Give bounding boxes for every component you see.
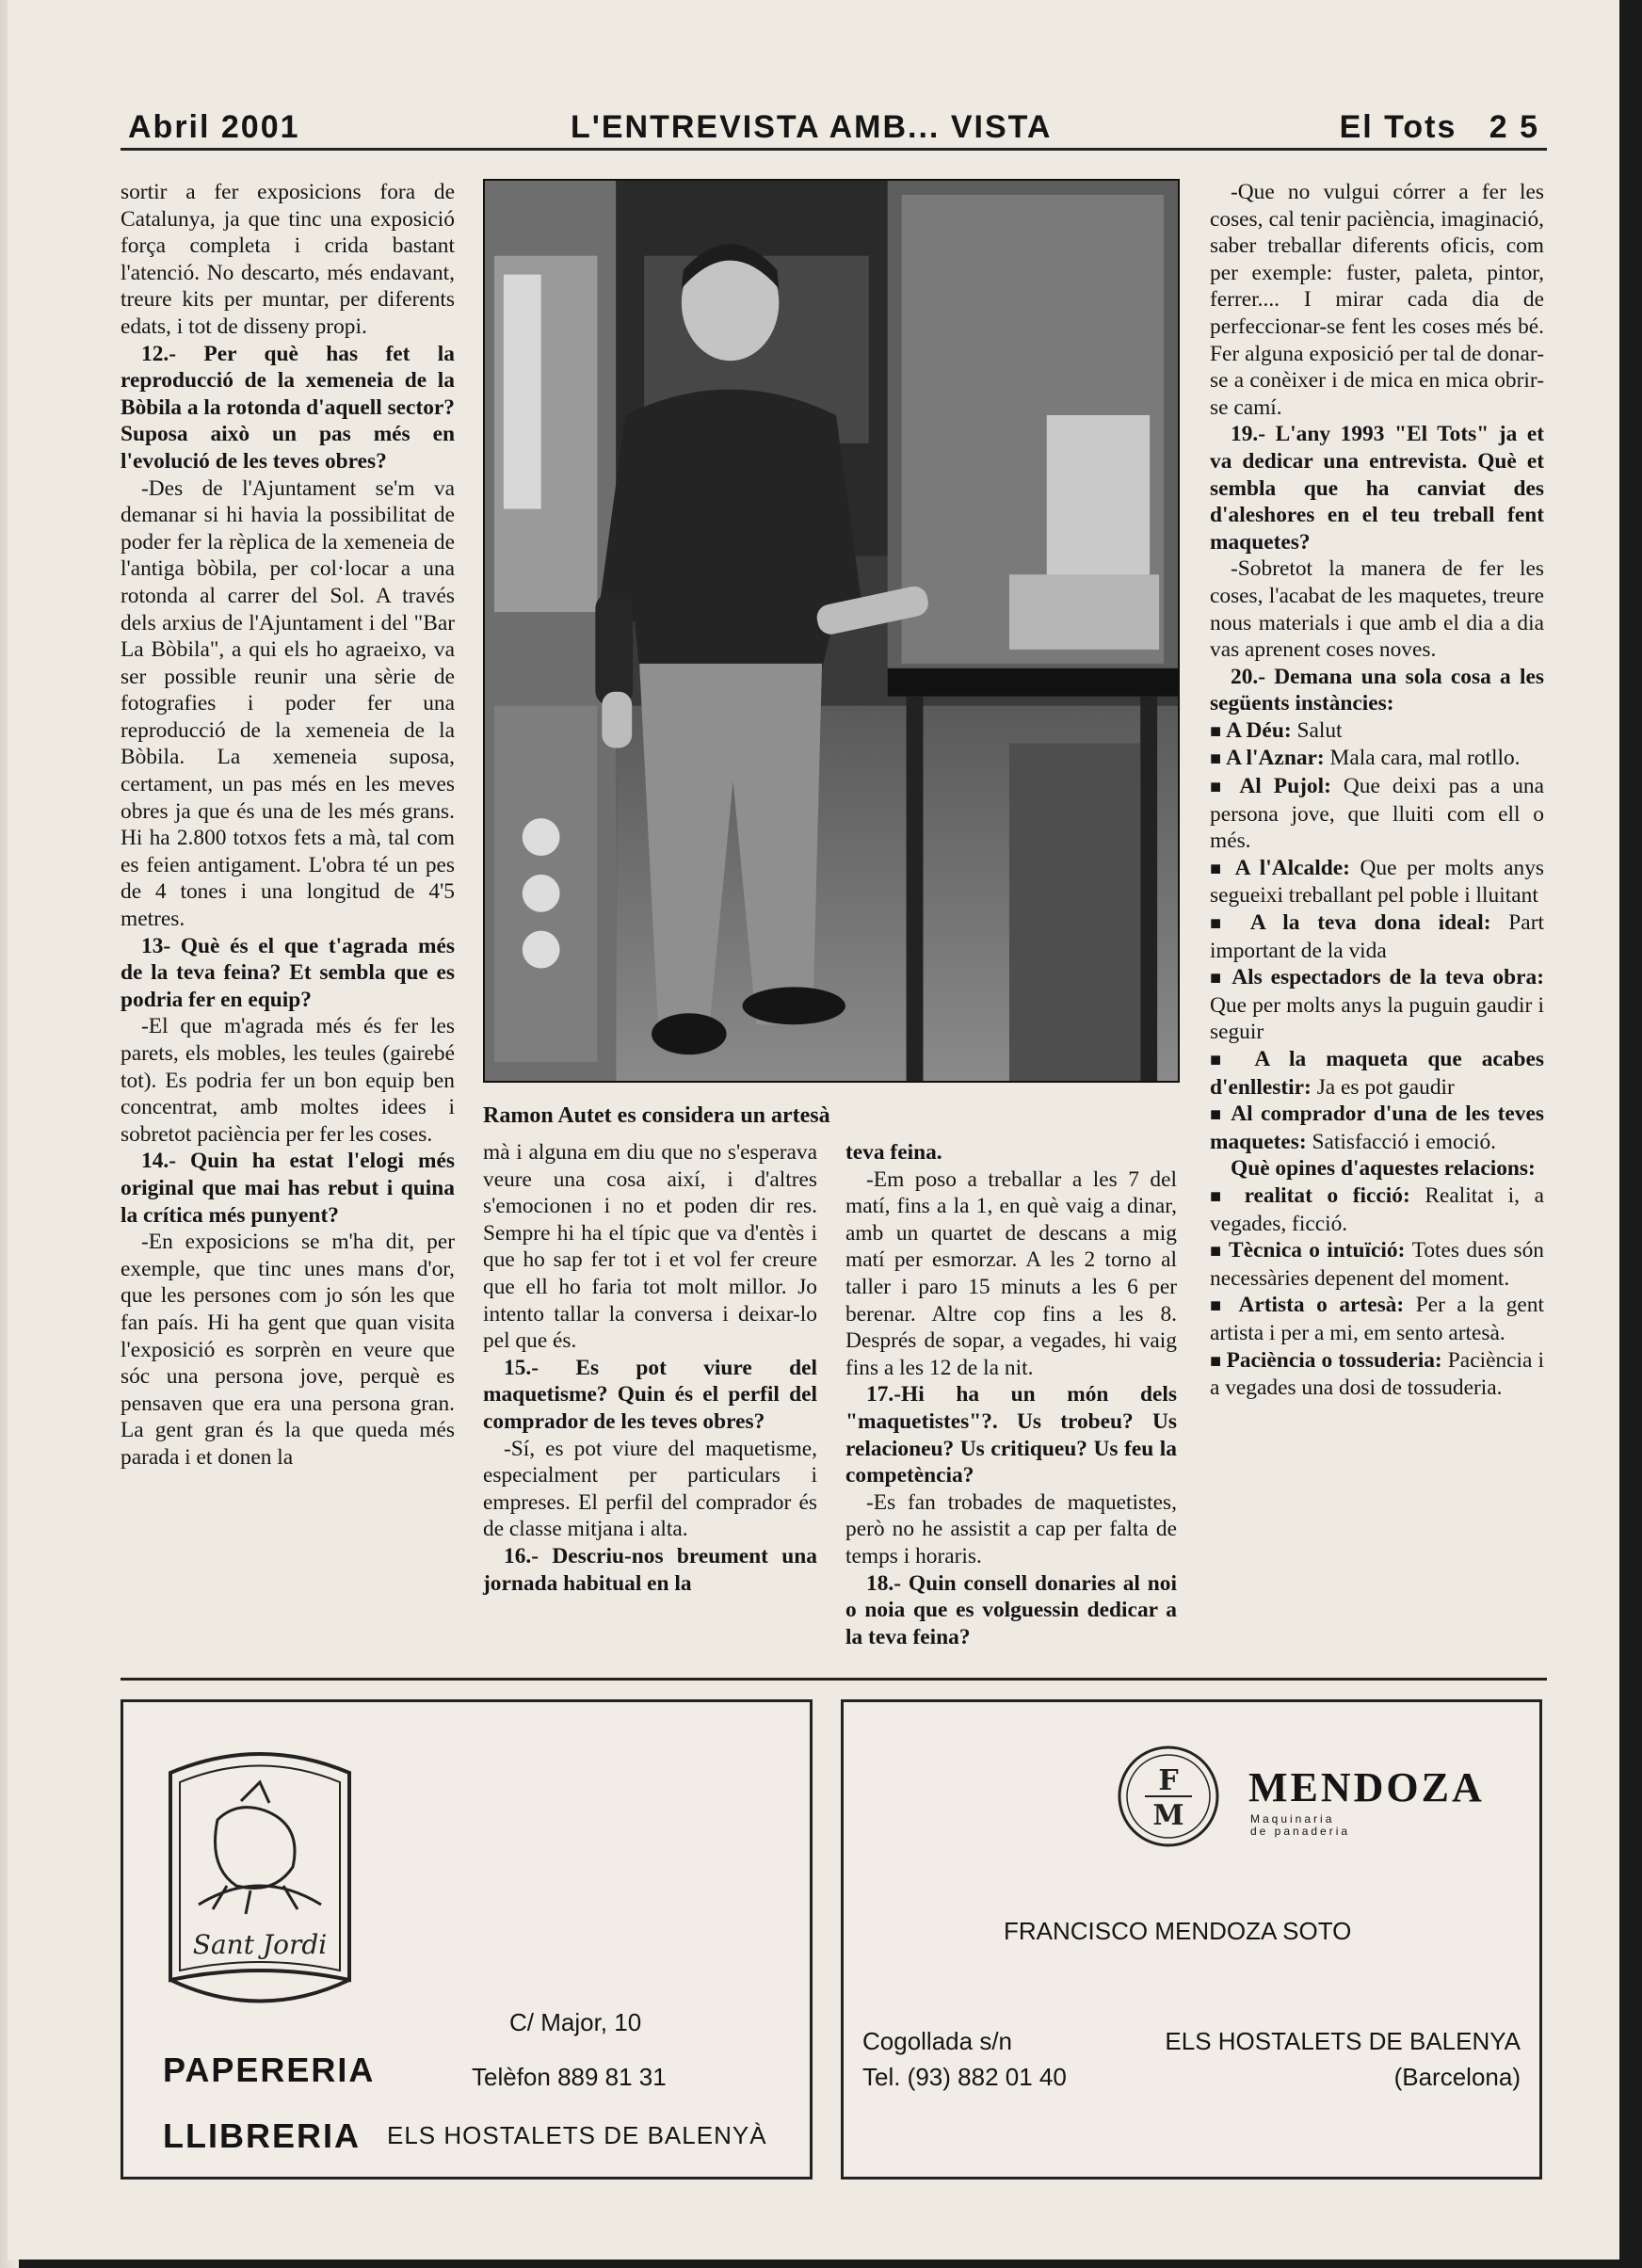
instance-label: realitat o ficció:	[1244, 1182, 1425, 1208]
page-header	[121, 105, 1547, 151]
instance-answer: Totes dues són necessàries depenent del moment.	[1210, 1238, 1544, 1291]
interview-answer: -Que no vulgui córrer a fer les coses, cal tenir paciència, imaginació, saber treballar diferents oficis, com per exemple: fuster, paleta, pintor, ferrer.... I mirar cada dia de perfeccionar-se fent les coses més bé. Fer alguna exposició per tal de donar-se a conèixer i de mica en mica obrir-se camí.	[1210, 180, 1544, 420]
instance-answer-item	[1210, 1046, 1544, 1101]
ad-right-region: (Barcelona)	[1393, 2063, 1521, 2091]
ad-right-address: Cogollada s/n	[862, 2027, 1012, 2055]
instance-label: A Déu:	[1226, 717, 1297, 743]
instance-label: A la maqueta que acabes d'enllestir:	[1210, 1047, 1544, 1100]
instance-label: Al Pujol:	[1239, 774, 1344, 799]
interview-photo	[483, 179, 1180, 1083]
interview-question: 16.- Descriu-nos breument una jornada habitual en la	[483, 1543, 817, 1596]
instance-answer-item	[1210, 964, 1544, 1046]
logo-lettering: Sant Jordi	[192, 1929, 328, 1960]
interview-question: 20.- Demana una sola cosa a les següents instàncies:	[1210, 664, 1544, 716]
advertisement-mendoza	[841, 1699, 1542, 2180]
ad-brand-subtitle	[1250, 1813, 1350, 1838]
interview-answer: -Sobretot la manera de fer les coses, l'acabat de les maquetes, treure nous materials i que amb el dia a dia vas aprenent coses noves.	[1210, 556, 1544, 663]
instance-answer-item	[1210, 717, 1544, 746]
instance-label: A l'Aznar:	[1226, 746, 1330, 771]
interview-question: 18.- Quin consell donaries al noi o noia que es volguessin dedicar a la teva feina?	[845, 1570, 1177, 1649]
fm-monogram-icon	[1117, 1745, 1220, 1848]
advertisement-sant-jordi	[121, 1699, 813, 2180]
interview-answer: mà i alguna em diu que no s'esperava veure una cosa així, i d'altres s'emocionen i no et poden dir res. Sempre hi ha el típic que va d'entès i que ho sap fer tot i et vol fer creure que ell ho faria tot molt millor. Jo intento tallar la conversa i deixar-lo pel que és.	[483, 1140, 817, 1354]
instance-answer-item	[1210, 1237, 1544, 1292]
ad-llibreria: LLIBRERIA	[163, 2116, 361, 2155]
ad-left-address: C/ Major, 10	[509, 2008, 642, 2036]
instance-label: Paciència o tossuderia:	[1226, 1347, 1448, 1373]
instance-label: Artista o artesà:	[1238, 1293, 1416, 1318]
interview-question: Què opines d'aquestes relacions:	[1231, 1156, 1536, 1182]
ads-divider	[121, 1678, 1547, 1681]
issue-date: Abril 2001	[128, 109, 300, 145]
article-column-2	[483, 1139, 817, 1666]
interview-question: 13- Què és el que t'agrada més de la teva feina? Et sembla que es podria fer en equip?	[121, 933, 455, 1012]
instance-label: A la teva dona ideal:	[1249, 910, 1509, 936]
interview-answer: -El que m'agrada més és fer les parets, els mobles, les teules (gairebé tot). Es podria fer un bon equip ben concentrat, amb moltes idees i sobretot paciència per fer les coses.	[121, 1014, 455, 1147]
article-column-4	[1210, 179, 1544, 1666]
section-title: L'ENTREVISTA AMB... VISTA	[571, 109, 1053, 145]
instance-answer-item	[1210, 1292, 1544, 1346]
interview-answer: -En exposicions se m'ha dit, per exemple, que tinc unes mans d'or, que les persones com jo són les que fan país. Hi ha gent que quan visita l'exposició es sorprèn en veure que sóc una persona jove, perquè es pensaven que era una persona gran. La gent gran és la que queda més parada i et donen la	[121, 1230, 455, 1470]
ad-brand-name: MENDOZA	[1248, 1764, 1485, 1810]
sant-jordi-logo	[161, 1745, 359, 2018]
logo-letter-f: F	[1158, 1764, 1179, 1797]
ad-left-town: ELS HOSTALETS DE BALENYÀ	[387, 2121, 767, 2149]
interview-question: 14.- Quin ha estat l'elogi més original que mai has rebut i quina la crítica més punyent?	[121, 1149, 455, 1228]
instance-answer: Mala cara, mal rotllo.	[1329, 746, 1521, 771]
ad-left-phone: Telèfon 889 81 31	[472, 2063, 667, 2091]
instance-label: Tècnica o intuïció:	[1228, 1238, 1412, 1263]
interview-question: 19.- L'any 1993 "El Tots" ja et va dedicar una entrevista. Què et sembla que ha canviat des d'aleshores en el teu treball fent maquetes?	[1210, 422, 1544, 555]
ad-right-phone: Tel. (93) 882 01 40	[862, 2063, 1067, 2091]
instance-answer-item	[1210, 745, 1544, 773]
instance-answer: Salut	[1296, 717, 1343, 743]
instance-answer-item	[1210, 909, 1544, 964]
instance-answer: Satisfacció i emoció.	[1312, 1129, 1497, 1154]
ad-right-town: ELS HOSTALETS DE BALENYA	[1165, 2027, 1521, 2055]
instance-answer: Que per molts anys segueixi treballant pel poble i lluitant	[1210, 855, 1544, 909]
instance-answer: Per a la gent artista i per a mi, em sento artesà.	[1210, 1293, 1544, 1345]
instance-label: A l'Alcalde:	[1234, 855, 1360, 880]
instance-answer-item	[1210, 1182, 1544, 1237]
article-column-3	[845, 1139, 1177, 1666]
photo-caption: Ramon Autet es considera un artesà	[483, 1103, 830, 1128]
instance-answer: Realitat i, a vegades, ficció.	[1210, 1182, 1544, 1236]
ad-papereria: PAPERERIA	[163, 2051, 376, 2089]
subtitle-line-1: Maquinaria	[1250, 1812, 1335, 1826]
interview-answer: -Des de l'Ajuntament se'm va demanar si hi havia la possibilitat de poder fer la rèplica de la xemeneia de l'antiga bòbila, per col·locar a una rotonda al carrer del Sol. A través dels arxius de l'Ajuntament i del "Bar La Bòbila", a qui els ho agraeixo, va ser possible reunir una sèrie de fotografies i poder fer una reproducció de la xemeneia de la Bòbila. La xemeneia suposa, certament, un pas més en les meves obres ja que és una de les més grans. Hi ha 2.800 totxos fets a mà, tal com es feien antigament. L'obra té un pes de 4 tones i una longitud de 4'5 metres.	[121, 475, 455, 932]
interview-question: teva feina.	[845, 1140, 942, 1165]
instance-answer-item	[1210, 1347, 1544, 1402]
interview-question: 12.- Per què has fet la reproducció de la xemeneia de la Bòbila a la rotonda d'aquell sector? Suposa això un pas més en l'evolució de les teves obres?	[121, 341, 456, 474]
instance-label: Al comprador d'una de les teves maquetes:	[1210, 1102, 1544, 1154]
instance-answer: Ja es pot gaudir	[1316, 1074, 1455, 1100]
interview-question: 17.-Hi ha un món dels "maquetistes"?. Us trobeu? Us relacioneu? Us critiqueu? Us feu la competència?	[845, 1382, 1177, 1488]
book-knight-logo-icon	[161, 1745, 359, 2018]
interview-question: 15.- Es pot viure del maquetisme? Quin és el perfil del comprador de les teves obres?	[483, 1355, 817, 1434]
article-column-1	[121, 179, 455, 1666]
ad-owner: FRANCISCO MENDOZA SOTO	[1004, 1917, 1352, 1945]
interview-answer: -Es fan trobades de maquetistes, però no he assistit a cap per falta de temps i horaris.	[845, 1489, 1177, 1568]
publication-name: El Tots	[1339, 109, 1457, 145]
instance-answer: Part important de la vida	[1210, 910, 1544, 963]
instance-answer-item	[1210, 855, 1544, 909]
subtitle-line-2: de panaderia	[1250, 1825, 1351, 1838]
publication-and-page	[1340, 109, 1539, 146]
photo-illustration	[485, 181, 1178, 1081]
instance-answer: Que deixi pas a una persona jove, que lluiti com ell o més.	[1210, 774, 1544, 854]
interview-answer: -Sí, es pot viure del maquetisme, especialment per particulars i empreses. El perfil del comprador és de classe mitjana i alta.	[483, 1436, 817, 1542]
instance-answer-item	[1210, 1101, 1544, 1155]
interview-answer: -Em poso a treballar a les 7 del matí, fins a la 1, en què vaig a dinar, amb un quartet de descans a mig matí per esmorzar. A les 2 torno al taller i paro 15 minuts a les 6 per berenar. Altre cop fins a les 8. Després de sopar, a vegades, hi vaig fins a les 12 de la nit.	[845, 1166, 1177, 1380]
instance-answer: Que per molts anys la puguin gaudir i seguir	[1210, 992, 1544, 1045]
interview-answer: sortir a fer exposicions fora de Catalunya, ja que tinc una exposició força completa i crida bastant l'atenció. No descarto, més endavant, treure kits per muntar, per diferents edats, i tot de disseny propi.	[121, 180, 455, 339]
instance-answer: Paciència i a vegades una dosi de tossuderia.	[1210, 1347, 1544, 1401]
logo-letter-m: M	[1152, 1799, 1184, 1832]
mendoza-logo	[1117, 1745, 1220, 1848]
instance-label: Als espectadors de la teva obra:	[1232, 965, 1544, 990]
instance-answer-item	[1210, 773, 1544, 855]
page-number: 2 5	[1489, 109, 1539, 145]
